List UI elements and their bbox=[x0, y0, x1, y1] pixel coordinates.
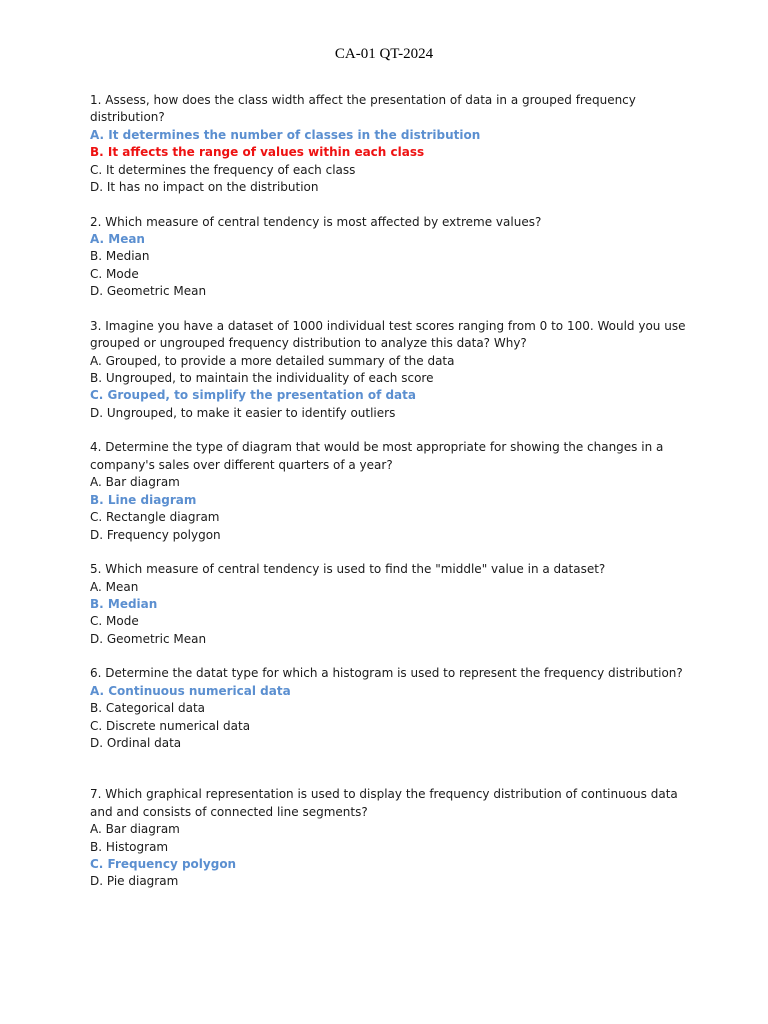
option-a: A. It determines the number of classes in the distribution bbox=[90, 127, 481, 142]
question-list bbox=[90, 92, 690, 908]
option-a: A. Mean bbox=[90, 232, 145, 247]
option-d: D. Ungrouped, to make it easier to identify outliers bbox=[90, 405, 396, 420]
option-d: D. Pie diagram bbox=[90, 874, 179, 889]
option-a: A. Continuous numerical data bbox=[90, 683, 291, 698]
option-d: D. It has no impact on the distribution bbox=[90, 180, 319, 195]
question-1 bbox=[90, 92, 690, 196]
option-b: B. Ungrouped, to maintain the individuality of each score bbox=[90, 371, 434, 386]
question-text: 6. Determine the datat type for which a histogram is used to represent the frequency distribution? bbox=[90, 666, 683, 681]
document-title: CA-01 QT-2024 bbox=[334, 46, 434, 62]
option-c: C. Grouped, to simplify the presentation of data bbox=[90, 388, 416, 403]
question-text: 2. Which measure of central tendency is most affected by extreme values? bbox=[90, 214, 542, 229]
option-c: C. Mode bbox=[90, 614, 139, 629]
question-4 bbox=[90, 439, 690, 543]
option-b: B. Categorical data bbox=[90, 701, 206, 716]
question-text: 5. Which measure of central tendency is used to find the "middle" value in a dataset? bbox=[90, 562, 606, 577]
option-a: A. Grouped, to provide a more detailed summary of the data bbox=[90, 353, 455, 368]
option-a: A. Mean bbox=[90, 579, 139, 594]
question-7 bbox=[90, 786, 690, 890]
option-d: D. Frequency polygon bbox=[90, 527, 221, 542]
option-d: D. Geometric Mean bbox=[90, 631, 207, 646]
question-2 bbox=[90, 214, 690, 301]
option-d: D. Ordinal data bbox=[90, 735, 182, 750]
option-a: A. Bar diagram bbox=[90, 822, 180, 837]
option-a: A. Bar diagram bbox=[90, 475, 180, 490]
option-c: C. Rectangle diagram bbox=[90, 510, 220, 525]
option-d: D. Geometric Mean bbox=[90, 284, 207, 299]
option-b: B. It affects the range of values within each class bbox=[90, 145, 425, 160]
question-text: 4. Determine the type of diagram that would be most appropriate for showing the changes in a company's sales over different quarters of a year? bbox=[90, 440, 664, 472]
question-text: 7. Which graphical representation is used to display the frequency distribution of continuous data and and consists of connected line segments? bbox=[90, 787, 678, 819]
option-b: B. Line diagram bbox=[90, 492, 197, 507]
option-c: C. Mode bbox=[90, 266, 139, 281]
option-b: B. Median bbox=[90, 596, 158, 611]
question-6 bbox=[90, 665, 690, 752]
option-b: B. Median bbox=[90, 249, 150, 264]
option-c: C. Discrete numerical data bbox=[90, 718, 251, 733]
option-b: B. Histogram bbox=[90, 839, 169, 854]
option-c: C. Frequency polygon bbox=[90, 856, 237, 871]
question-3 bbox=[90, 318, 690, 422]
question-text: 1. Assess, how does the class width affect the presentation of data in a grouped frequency distribution? bbox=[90, 93, 636, 125]
question-text: 3. Imagine you have a dataset of 1000 individual test scores ranging from 0 to 100. Would you use grouped or ungrouped frequency distribution to analyze this data? Why? bbox=[90, 318, 686, 351]
question-5 bbox=[90, 561, 690, 648]
option-c: C. It determines the frequency of each class bbox=[90, 162, 356, 177]
